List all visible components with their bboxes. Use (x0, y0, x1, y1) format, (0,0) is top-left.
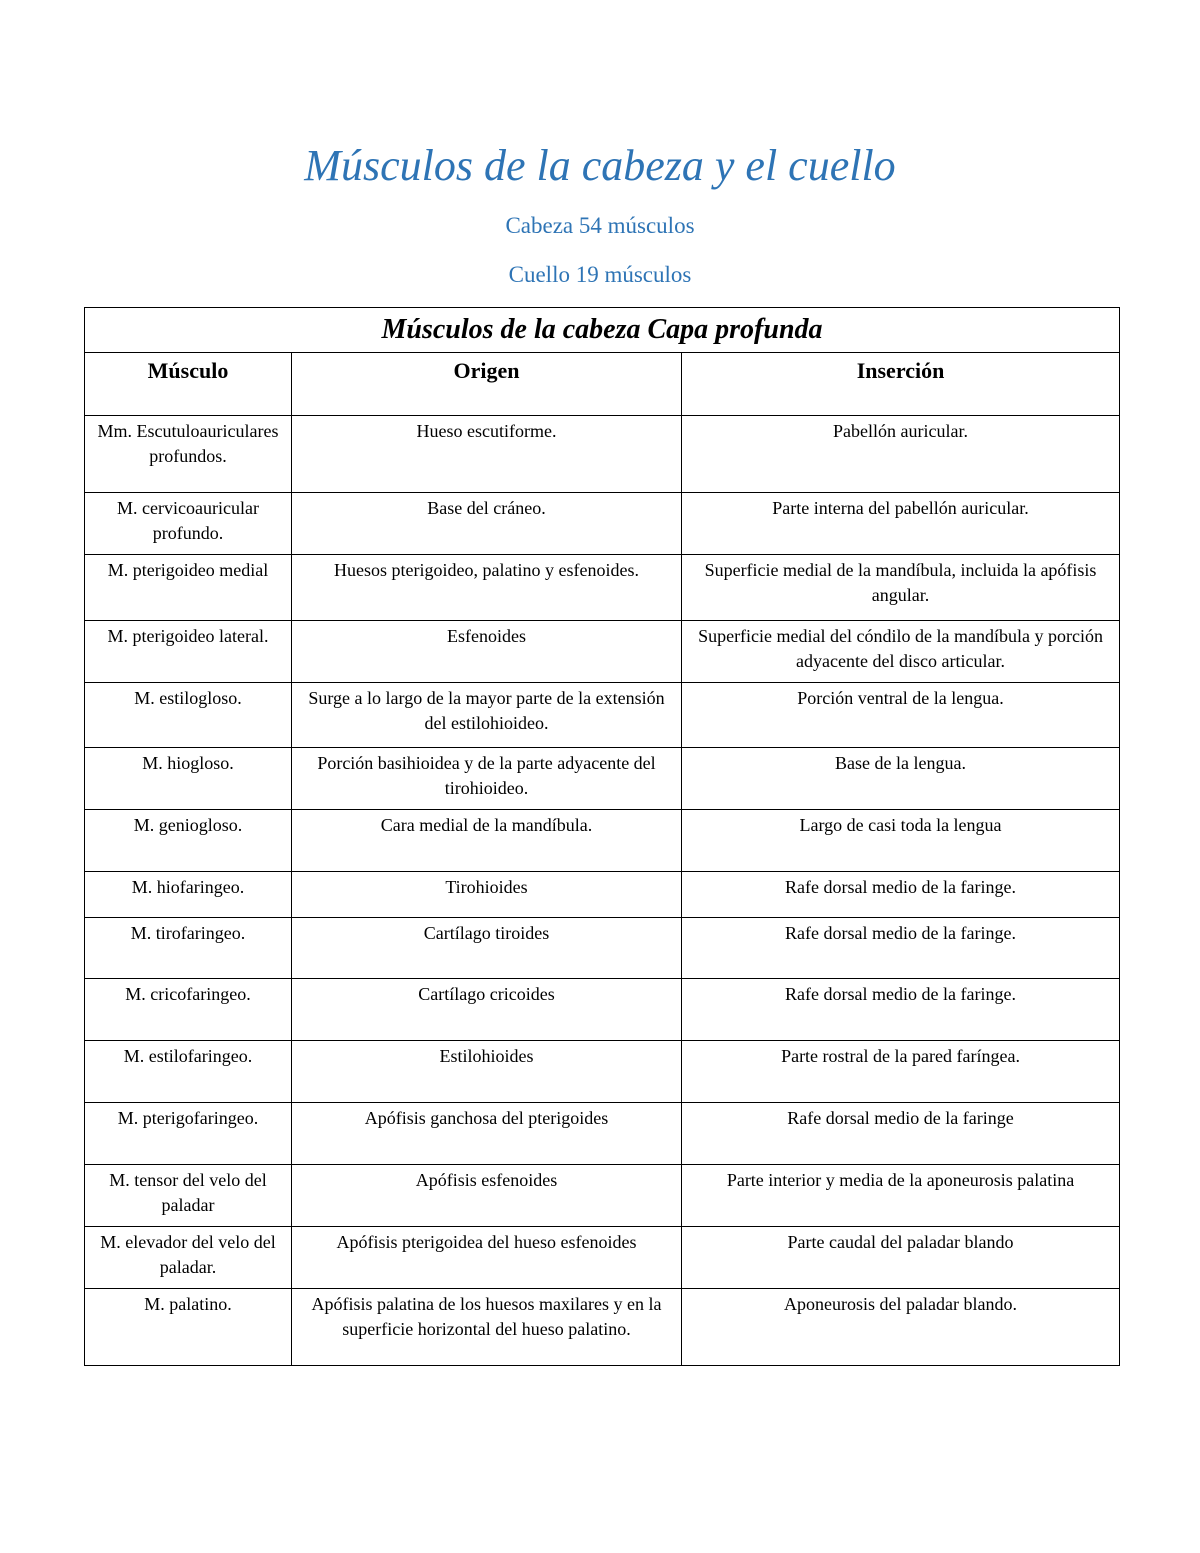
cell-origen: Esfenoides (292, 621, 682, 683)
cell-musculo: M. cricofaringeo. (85, 979, 292, 1041)
cell-musculo: M. palatino. (85, 1289, 292, 1366)
header-musculo: Músculo (85, 353, 292, 416)
cell-insercion: Pabellón auricular. (682, 416, 1120, 493)
cell-origen: Apófisis esfenoides (292, 1165, 682, 1227)
cell-insercion: Rafe dorsal medio de la faringe. (682, 872, 1120, 918)
table-row (85, 493, 1120, 555)
table-row (85, 621, 1120, 683)
cell-musculo: Mm. Escutuloauriculares profundos. (85, 416, 292, 493)
cell-musculo: M. geniogloso. (85, 810, 292, 872)
cell-insercion: Aponeurosis del paladar blando. (682, 1289, 1120, 1366)
cell-musculo: M. cervicoauricular profundo. (85, 493, 292, 555)
cell-origen: Estilohioides (292, 1041, 682, 1103)
cell-insercion: Parte interior y media de la aponeurosis palatina (682, 1165, 1120, 1227)
table-row (85, 918, 1120, 979)
cell-origen: Apófisis ganchosa del pterigoides (292, 1103, 682, 1165)
table-row (85, 748, 1120, 810)
cell-origen: Cartílago cricoides (292, 979, 682, 1041)
cell-insercion: Rafe dorsal medio de la faringe (682, 1103, 1120, 1165)
cell-insercion: Rafe dorsal medio de la faringe. (682, 979, 1120, 1041)
table-row (85, 416, 1120, 493)
table-row (85, 1227, 1120, 1289)
table-row (85, 979, 1120, 1041)
table-row (85, 810, 1120, 872)
cell-musculo: M. elevador del velo del paladar. (85, 1227, 292, 1289)
cell-origen: Apófisis palatina de los huesos maxilares y en la superficie horizontal del hueso palatino. (292, 1289, 682, 1366)
cell-insercion: Parte interna del pabellón auricular. (682, 493, 1120, 555)
header-origen: Origen (292, 353, 682, 416)
cell-insercion: Rafe dorsal medio de la faringe. (682, 918, 1120, 979)
cell-insercion: Parte caudal del paladar blando (682, 1227, 1120, 1289)
cell-insercion: Parte rostral de la pared faríngea. (682, 1041, 1120, 1103)
cell-insercion: Superficie medial de la mandíbula, incluida la apófisis angular. (682, 555, 1120, 621)
cell-origen: Hueso escutiforme. (292, 416, 682, 493)
header-insercion: Inserción (682, 353, 1120, 416)
cell-musculo: M. hiofaringeo. (85, 872, 292, 918)
table-header-row (85, 353, 1120, 416)
table-caption: Músculos de la cabeza Capa profunda (85, 308, 1120, 353)
document-title: Músculos de la cabeza y el cuello (304, 141, 896, 190)
table-row (85, 683, 1120, 748)
cell-origen: Porción basihioidea y de la parte adyacente del tirohioideo. (292, 748, 682, 810)
muscles-table (84, 307, 1120, 1366)
table-row (85, 1041, 1120, 1103)
subtitle-neck-count: Cuello 19 músculos (508, 262, 692, 287)
cell-musculo: M. pterigoideo medial (85, 555, 292, 621)
table-caption-row (85, 308, 1120, 353)
cell-origen: Tirohioides (292, 872, 682, 918)
table-row (85, 1289, 1120, 1366)
cell-musculo: M. tirofaringeo. (85, 918, 292, 979)
cell-insercion: Superficie medial del cóndilo de la mandíbula y porción adyacente del disco articular. (682, 621, 1120, 683)
cell-insercion: Porción ventral de la lengua. (682, 683, 1120, 748)
subtitle-head-count: Cabeza 54 músculos (505, 213, 695, 238)
cell-origen: Huesos pterigoideo, palatino y esfenoides. (292, 555, 682, 621)
table-row (85, 872, 1120, 918)
cell-musculo: M. pterigofaringeo. (85, 1103, 292, 1165)
table-row (85, 555, 1120, 621)
cell-musculo: M. estilogloso. (85, 683, 292, 748)
cell-musculo: M. estilofaringeo. (85, 1041, 292, 1103)
cell-musculo: M. tensor del velo del paladar (85, 1165, 292, 1227)
cell-origen: Base del cráneo. (292, 493, 682, 555)
cell-insercion: Base de la lengua. (682, 748, 1120, 810)
cell-musculo: M. hiogloso. (85, 748, 292, 810)
cell-insercion: Largo de casi toda la lengua (682, 810, 1120, 872)
cell-origen: Cara medial de la mandíbula. (292, 810, 682, 872)
cell-musculo: M. pterigoideo lateral. (85, 621, 292, 683)
cell-origen: Apófisis pterigoidea del hueso esfenoides (292, 1227, 682, 1289)
table-row (85, 1103, 1120, 1165)
table-row (85, 1165, 1120, 1227)
cell-origen: Surge a lo largo de la mayor parte de la extensión del estilohioideo. (292, 683, 682, 748)
cell-origen: Cartílago tiroides (292, 918, 682, 979)
